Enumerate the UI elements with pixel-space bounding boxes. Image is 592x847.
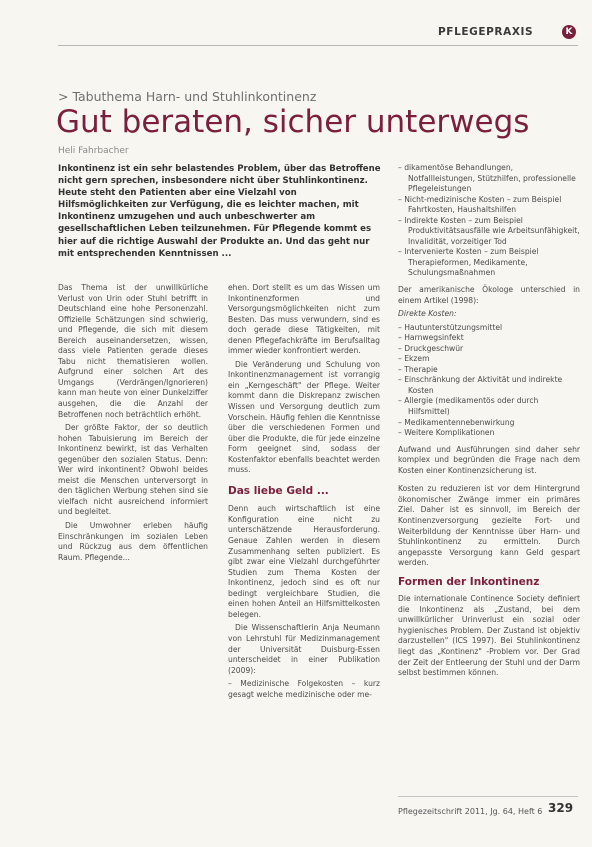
article-kicker: > Tabuthema Harn- und Stuhlinkontinenz [58,89,317,104]
direct-costs-label: Direkte Kosten: [398,309,457,319]
col3-paragraph-1: Der amerikanische Ökologe unterschied in einem Artikel (1998): [398,285,580,305]
list-item: – Nicht-medizinische Kosten – zum Beispiel Fahrtkosten, Haushaltshilfen [398,195,580,216]
list-item: – Therapie [398,365,580,376]
list-item: – dikamentöse Behandlungen, Notfallleistungen, Stützhilfen, professionelle Pflegeleistungen [398,163,580,195]
subhead-das-liebe-geld: Das liebe Geld ... [228,484,329,497]
list-item: – Einschränkung der Aktivität und indirekte Kosten [398,375,580,396]
col1-paragraph-1: Das Thema ist der unwillkürliche Verlust von Urin oder Stuhl betrifft in Deutschland eine hohe Personenzahl. Offizielle Schätzungen sind schwierig, und Pflegende, die sich mit diesem Bereich auseinandersetzen, wissen, dass viele Patienten gerade dieses Tabu nicht thematisieren wollen. Aufgrund einer solchen Art des Umgangs (Verdrängen/Ignorieren) kann man heute von einer Dunkelziffer ausgehen, die die Anzahl der Betroffenen noch beträchtlich erhöht. [58,283,208,419]
col2-paragraph-4: Die Wissenschaftlerin Anja Neumann von Lehrstuhl für Medizinmanagement der Universität Duisburg-Essen unterscheidet in einer Publikation (2009): [228,623,380,675]
col1-paragraph-3: Die Umwohner erleben häufig Einschränkungen im sozialen Leben und Rückzug aus dem öffentlichen Raum. Pflegende... [58,521,208,562]
article-author: Heli Fahrbacher [58,146,129,156]
article-lead: Inkontinenz ist ein sehr belastendes Problem, über das Betroffene nicht gern sprechen, insbesondere nicht über Stuhlinkontinenz. Heute steht den Patienten aber eine Vielzahl von Hilfsmöglichkeiten zur Verfügung, die es leichter machen, mit Inkontinenz umzugehen und auch unbeschwerter am gesellschaftlichen Leben teilzunehmen. Für Pflegende kommt es hier auf die richtige Auswahl der Produkte an. Und das geht nur mit entsprechenden Kenntnissen ... [58,164,381,259]
list-item: – Druckgeschwür [398,344,580,355]
list-item: – Medikamentennebenwirkung [398,418,580,429]
column-3 [398,163,580,682]
list-item: – Harnwegsinfekt [398,333,580,344]
cost-categories-list [398,163,580,279]
col2-paragraph-5: – Medizinische Folgekosten – kurz gesagt welche medizinische oder me- [228,679,380,699]
column-1 [58,283,208,566]
subhead-formen-der-inkontinenz: Formen der Inkontinenz [398,575,540,588]
col2-paragraph-1: ehen. Dort stellt es um das Wissen um Inkontinenzformen und Versorgungsmöglichkeiten nicht zum Besten. Das muss verwundern, sind es doch gerade diese Tätigkeiten, mit denen Pflegefachkräfte im Berufsalltag immer wieder konfrontiert werden. [228,283,380,356]
list-item: – Allergie (medikamentös oder durch Hilfsmittel) [398,396,580,417]
section-badge: K [562,25,576,39]
article-title: Gut beraten, sicher unterwegs [56,104,530,140]
col2-paragraph-2: Die Veränderung und Schulung von Inkontinenzmanagement ist vorrangig ein „Kerngeschäft" der Pflege. Weiter kommt dann die Diskrepanz zwischen Wissen und Versorgung deutlich zum Vorschein. Häufig fehlen die Kenntnisse über die verschiedenen Formen und über die Produkte, die für jede einzelne Form geeignet sind, sodass der Kostenfaktor ebenfalls beachtet werden muss. [228,359,380,475]
col3-paragraph-4: Die internationale Continence Society definiert die Inkontinenz als „Zustand, bei dem unwillkürlicher Urinverlust ein sozial oder hygienisches Problem. Der Zustand ist objektiv darzustellen" (ICS 1997). Bei Stuhlinkontinenz liegt das „Kontinenz" -Problem vor. Der Grad der Zeit der Entleerung der Stuhl und der Darm selbst bestimmen können. [398,594,580,678]
list-item: – Hautunterstützungsmittel [398,323,580,334]
page-number: 329 [548,801,574,815]
header-rule [58,45,578,46]
col2-paragraph-3: Denn auch wirtschaftlich ist eine Konfiguration eine nicht zu unterschätzende Herausforderung. Genaue Zahlen werden in diesem Zusammenhang selten publiziert. Es gibt zwar eine Vielzahl durchgeführter Studien zum Thema Kosten der Inkontinenz, jedoch sind es oft nur bedingt vergleichbare Studien, die einen hohen Anteil an Hilfsmittelkosten belegen. [228,504,380,619]
direct-costs-list [398,323,580,439]
footer-rule [398,796,578,797]
list-item: – Ekzem [398,354,580,365]
list-item: – Intervenierte Kosten – zum Beispiel Therapieformen, Medikamente, Schulungsmaßnahmen [398,247,580,279]
journal-citation: Pflegezeitschrift 2011, Jg. 64, Heft 6 [398,807,543,816]
list-item: – Weitere Komplikationen [398,428,580,439]
section-label: PFLEGEPRAXIS [438,26,534,38]
list-item: – Indirekte Kosten – zum Beispiel Produktivitätsausfälle wie Arbeitsunfähigkeit, Invalidität, vorzeitiger Tod [398,216,580,248]
column-2 [228,283,380,703]
col3-paragraph-3: Kosten zu reduzieren ist vor dem Hintergrund ökonomischer Zwänge immer ein primäres Ziel. Daher ist es sinnvoll, im Bereich der Kontinenzversorgung gezielte Fort- und Weiterbildung der Kenntnisse über Harn- und Stuhlinkontinenz zu ermitteln. Durch angepasste Versorgung kann Geld gespart werden. [398,484,580,568]
col1-paragraph-2: Der größte Faktor, der so deutlich hohen Tabuisierung im Bereich der Inkontinenz bewirkt, ist das Verhalten gegenüber den sozialen Status. Denn: Wer wird inkontinent? Obwohl beides meist die Menschen unterversorgt in den täglichen Werbung stehen sind sie vielfach nicht ausreichend informiert und begleitet. [58,423,208,517]
col3-paragraph-2: Aufwand und Ausführungen sind daher sehr komplex und begründen die Frage nach dem Kosten einer Kontinenzsicherung ist. [398,444,580,475]
